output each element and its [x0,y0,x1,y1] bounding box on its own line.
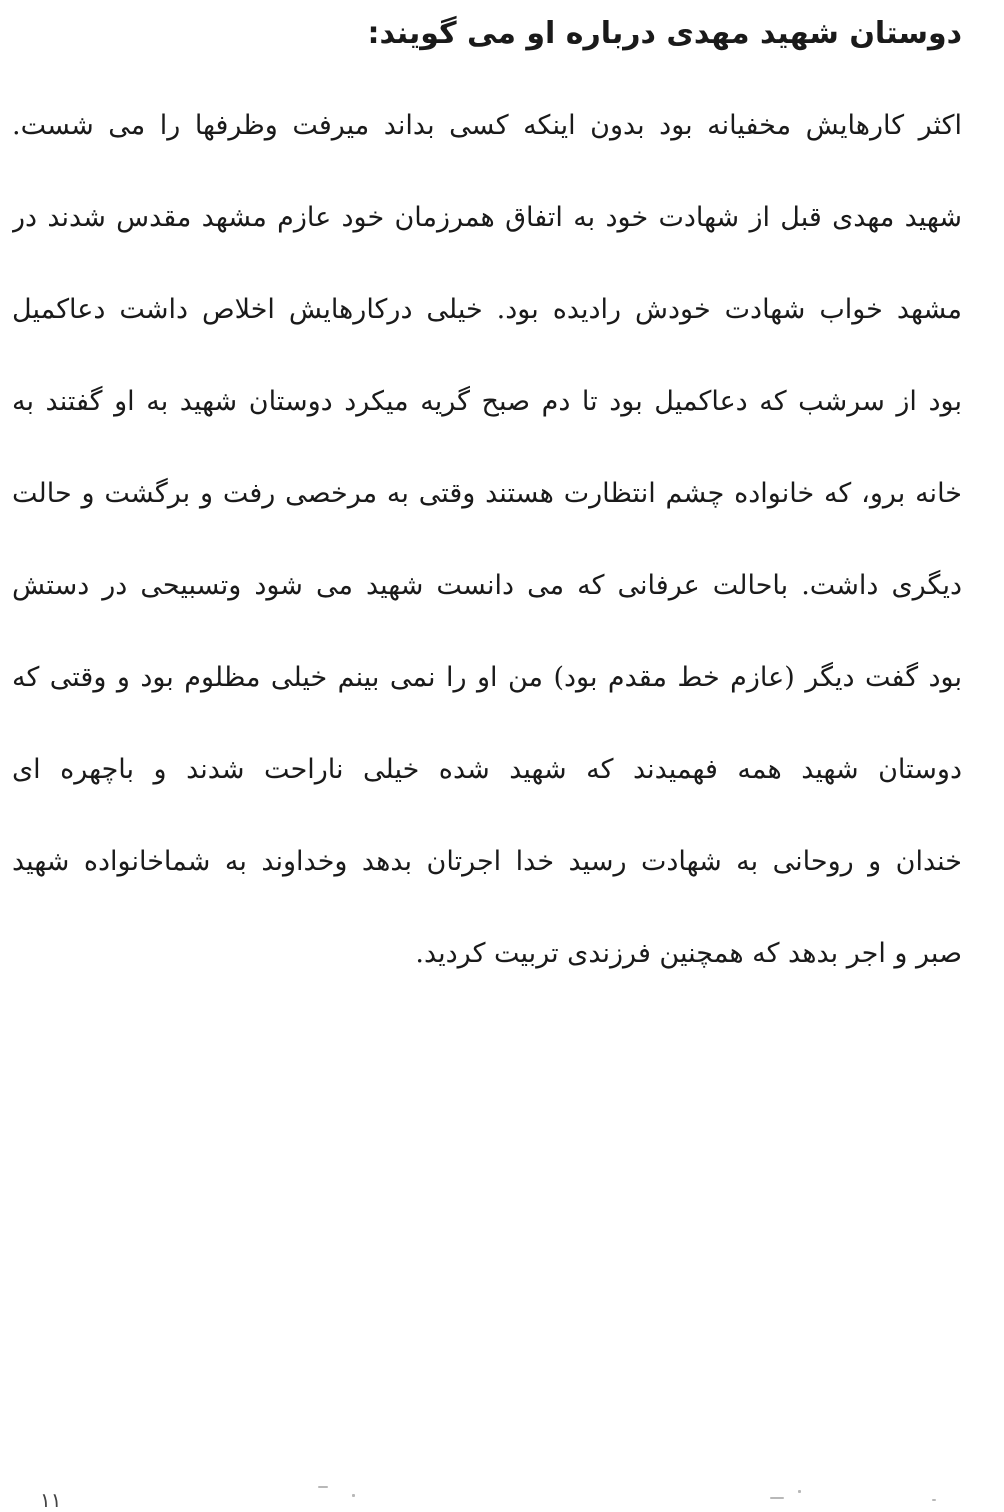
text-line: دیگری داشت. باحالت عرفانی که می دانست شهید می شود وتسبیحی در دستش [12,570,962,601]
scan-speck [770,1497,784,1499]
text-line: خندان و روحانی به شهادت رسید خدا اجرتان بدهد وخداوند به شماخانواده شهید [12,846,962,877]
text-line: شهید مهدی قبل از شهادت خود به اتفاق همرزمان خود عازم مشهد مقدس شدند در [12,202,962,233]
text-line: دوستان شهید همه فهمیدند که شهید شده خیلی ناراحت شدند و باچهره ای [12,754,962,785]
scan-speck [798,1490,801,1493]
text-line: بود گفت دیگر (عازم خط مقدم بود) من او را نمی بینم خیلی مظلوم بود و وقتی که [12,662,962,693]
body-text [12,98,962,1018]
page-number: ۱۱ [40,1488,62,1512]
scan-speck [932,1499,936,1501]
scan-speck [318,1486,328,1488]
text-line: خانه برو، که خانواده چشم انتظارت هستند وقتی به مرخصی رفت و برگشت و حالت [12,478,962,509]
page-heading: دوستان شهید مهدی درباره او می گویند: [367,16,962,51]
text-line: صبر و اجر بدهد که همچنین فرزندی تربیت کردید. [415,938,962,969]
text-line: بود از سرشب که دعاکمیل بود تا دم صبح گریه میکرد دوستان شهید به او گفتند به [12,386,962,417]
scan-speck [352,1494,355,1497]
text-line: مشهد خواب شهادت خودش رادیده بود. خیلی درکارهایش اخلاص داشت دعاکمیل [12,294,962,325]
text-line: اکثر کارهایش مخفیانه بود بدون اینکه کسی بداند میرفت وظرفها را می شست. [12,110,962,141]
